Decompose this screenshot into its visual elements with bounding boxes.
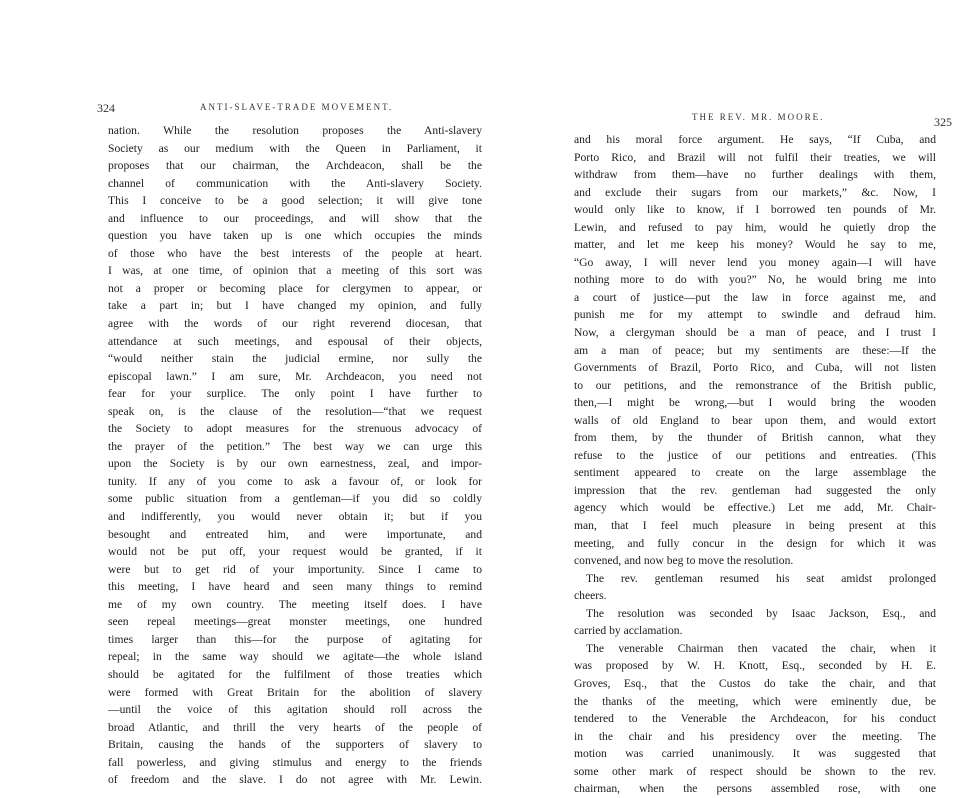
text-line: not a proper or becoming place for clergymen to appear, or bbox=[108, 281, 482, 295]
left-running-header: ANTI-SLAVE-TRADE MOVEMENT. bbox=[200, 102, 394, 112]
text-line: nation. While the resolution proposes the Anti-slavery bbox=[108, 124, 482, 137]
text-line: and his moral force argument. He says, “If Cuba, and bbox=[574, 133, 936, 146]
text-line: cheers. bbox=[574, 589, 607, 603]
left-page-number: 324 bbox=[97, 101, 115, 115]
text-line: The venerable Chairman then vacated the chair, when it bbox=[586, 641, 936, 655]
text-line: were but to get rid of your importunity. Since I came to bbox=[108, 562, 482, 576]
text-line: withdraw from them—have no further dealings with them, bbox=[574, 168, 936, 182]
text-line: agency which would be effective.) Let me add, Mr. Chair- bbox=[574, 501, 936, 515]
text-line: proposes that our chairman, the Archdeacon, shall be the bbox=[108, 159, 482, 173]
text-line: Governments of Brazil, Porto Rico, and Cuba, will not listen bbox=[574, 361, 936, 375]
text-line: “Go away, I will never lend you money again—I will have bbox=[574, 255, 936, 269]
left-body-text bbox=[108, 122, 482, 789]
text-line: a court of justice—put the law in force against me, and bbox=[574, 290, 936, 304]
text-line: The rev. gentleman resumed his seat amidst prolonged bbox=[586, 571, 936, 585]
text-line: Britain, causing the hands of the supporters of slavery to bbox=[108, 738, 482, 752]
text-line: carried by acclamation. bbox=[574, 624, 683, 638]
text-line: sentiment appeared to create on the large assemblage the bbox=[574, 466, 936, 480]
text-line: the thanks of the meeting, which were eminently due, be bbox=[574, 694, 936, 708]
text-line: some other mark of respect should be shown to the rev. bbox=[574, 764, 936, 778]
text-line: attendance at such meetings, and espousal of their objects, bbox=[108, 334, 482, 348]
text-line: man, that I feel much pleasure in being present at this bbox=[574, 519, 936, 533]
text-line: then,—I might be wrong,—but I would bring the wooden bbox=[574, 396, 936, 410]
text-line: take a part in; but I have changed my opinion, and fully bbox=[108, 299, 482, 313]
text-line: impression that the rev. gentleman had suggested the only bbox=[574, 483, 936, 497]
text-line: and indifferently, you would never obtain it; but if you bbox=[108, 510, 482, 524]
text-line: broad Atlantic, and thrill the very hearts of the people of bbox=[108, 720, 482, 734]
text-line: agree with the words of our right reverend diocesan, that bbox=[108, 317, 482, 331]
text-line: am a man of peace; but my sentiments are these:—If the bbox=[574, 343, 936, 357]
text-line: Society as our medium with the Queen in Parliament, it bbox=[108, 141, 482, 155]
text-line: Porto Rico, and Brazil will not fulfil their treaties, we will bbox=[574, 150, 936, 164]
text-line: repeal; in the same way should we agitate—the whole island bbox=[108, 650, 482, 664]
text-line: from them, by the thunder of British cannon, what they bbox=[574, 431, 936, 445]
right-body-text bbox=[574, 131, 936, 798]
text-line: chairman, when the persons assembled rose, with one bbox=[574, 782, 936, 796]
text-line: Lewin, and refused to pay him, would he quietly drop the bbox=[574, 220, 936, 234]
text-line: would not be put off, your request would be granted, if it bbox=[108, 545, 482, 559]
text-line: this meeting, I have heard and seen many things to remind bbox=[108, 580, 482, 594]
text-line: me of my own country. The meeting itself does. I have bbox=[108, 597, 482, 611]
right-running-header: THE REV. MR. MOORE. bbox=[692, 112, 825, 122]
text-line: seen repeal meetings—great monster meetings, one hundred bbox=[108, 615, 482, 629]
text-line: and exclude their sugars from our markets,” &c. Now, I bbox=[574, 185, 936, 199]
text-line: and influence to our proceedings, and will show that the bbox=[108, 211, 482, 225]
text-line: meeting, and fully concur in the design for which it was bbox=[574, 536, 936, 550]
right-page-number: 325 bbox=[934, 115, 952, 129]
text-line: I was, at one time, of opinion that a meeting of this sort was bbox=[108, 264, 482, 278]
text-line: episcopal lawn.” I am sure, Mr. Archdeacon, you need not bbox=[108, 369, 482, 383]
text-line: in the chair and his presidency over the meeting. The bbox=[574, 729, 936, 743]
text-line: of those who have the best interests of the people at heart. bbox=[108, 246, 482, 260]
text-line: of freedom and the slave. I do not agree with Mr. Lewin. bbox=[108, 773, 482, 787]
text-line: would only like to know, if I borrowed ten pounds of Mr. bbox=[574, 203, 936, 217]
text-line: refuse to the justice of our petitions and entreaties. (This bbox=[574, 448, 936, 462]
text-line: speak on, is the clause of the resolution—“that we request bbox=[108, 404, 482, 418]
text-line: The resolution was seconded by Isaac Jackson, Esq., and bbox=[586, 606, 936, 620]
text-line: tendered to the Venerable the Archdeacon, for his conduct bbox=[574, 712, 936, 726]
text-line: motion was carried unanimously. It was suggested that bbox=[574, 747, 936, 761]
text-line: some public situation from a gentleman—if you did so coldly bbox=[108, 492, 482, 506]
text-line: to our petitions, and the remonstrance of the British public, bbox=[574, 378, 936, 392]
text-line: besought and entreated him, and were importunate, and bbox=[108, 527, 482, 541]
text-line: channel of communication with the Anti-slavery Society. bbox=[108, 176, 482, 190]
text-line: upon the Society is by our own earnestness, zeal, and impor- bbox=[108, 457, 482, 471]
text-line: question you have taken up is one which occupies the minds bbox=[108, 229, 482, 243]
text-line: This I conceive to be a good selection; it will give tone bbox=[108, 194, 482, 208]
text-line: walls of old England to bear upon them, and would extort bbox=[574, 413, 936, 427]
text-line: nothing more to do with you?” No, he would bring me into bbox=[574, 273, 936, 287]
text-line: fear for your surplice. The only point I have further to bbox=[108, 387, 482, 401]
text-line: Groves, Esq., that the Custos do take the chair, and that bbox=[574, 676, 936, 690]
text-line: were formed with Great Britain for the abolition of slavery bbox=[108, 685, 482, 699]
text-line: fall powerless, and giving stimulus and energy to the friends bbox=[108, 755, 482, 769]
text-line: the Society to adopt measures for the strenuous advocacy of bbox=[108, 422, 482, 436]
text-line: matter, and let me keep his money? Would he say to me, bbox=[574, 238, 936, 252]
text-line: tunity. If any of you come to ask a favour of, or look for bbox=[108, 474, 482, 488]
text-line: —until the voice of this agitation should roll across the bbox=[108, 703, 482, 717]
text-line: times larger than this—for the purpose of agitating for bbox=[108, 632, 482, 646]
text-line: should be agitated for the fulfilment of those treaties which bbox=[108, 667, 482, 681]
text-line: convened, and now beg to move the resolution. bbox=[574, 554, 794, 568]
text-line: punish me for my attempt to swindle and defraud him. bbox=[574, 308, 936, 322]
text-line: “would neither stain the judicial ermine, nor sully the bbox=[108, 352, 482, 366]
text-line: was proposed by W. H. Knott, Esq., seconded by H. E. bbox=[574, 659, 936, 673]
text-line: Now, a clergyman should be a man of peace, and I trust I bbox=[574, 326, 936, 340]
text-line: the prayer of the petition.” The best way we can urge this bbox=[108, 439, 482, 453]
